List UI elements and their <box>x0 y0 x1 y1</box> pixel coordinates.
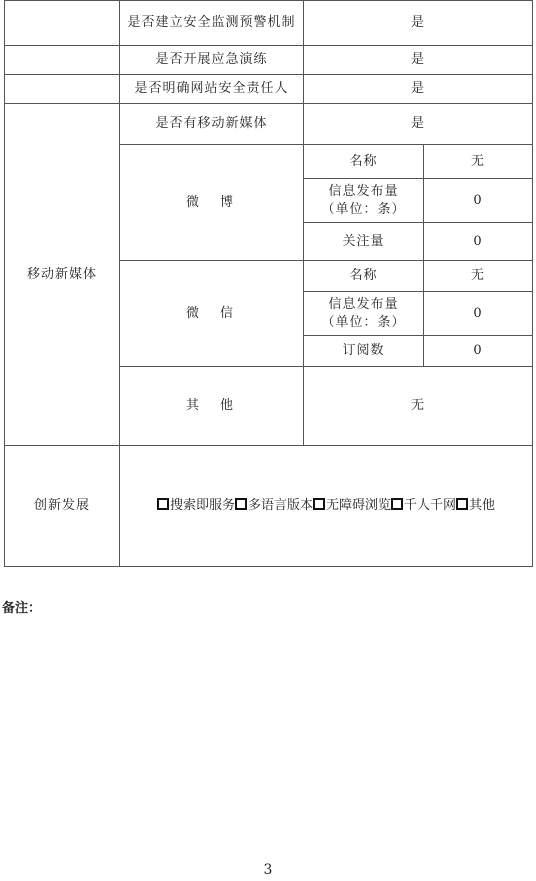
wechat-label: 微 信 <box>120 261 304 367</box>
checkbox-icon[interactable] <box>313 498 325 510</box>
security-label-cell <box>5 1 120 46</box>
innovation-option: 多语言版本 <box>235 498 313 513</box>
wechat-subscribers-value: 0 <box>424 336 533 367</box>
remarks-label: 备注： <box>2 601 42 616</box>
checkbox-icon[interactable] <box>235 498 247 510</box>
innovation-option: 无障碍浏览 <box>313 498 391 513</box>
wechat-posts-label-line2: （单位：条） <box>321 314 406 330</box>
innovation-label: 创新发展 <box>5 446 120 567</box>
wechat-name-label: 名称 <box>304 261 424 292</box>
security-label-cell-cont <box>5 75 120 104</box>
weibo-name-value: 无 <box>424 145 533 179</box>
weibo-posts-value: 0 <box>424 179 533 223</box>
early-warning-label: 是否建立安全监测预警机制 <box>120 1 304 46</box>
has-new-media-value: 是 <box>304 104 533 145</box>
security-label-cell-cont <box>5 46 120 75</box>
innovation-option: 千人千网 <box>391 498 456 513</box>
page-number: 3 <box>263 862 273 878</box>
has-new-media-label: 是否有移动新媒体 <box>120 104 304 145</box>
wechat-posts-value: 0 <box>424 292 533 336</box>
early-warning-value: 是 <box>304 1 533 46</box>
drill-value: 是 <box>304 46 533 75</box>
wechat-name-value: 无 <box>424 261 533 292</box>
other-label: 其 他 <box>120 367 304 446</box>
wechat-subscribers-label: 订阅数 <box>304 336 424 367</box>
new-media-section-label: 移动新媒体 <box>5 104 120 446</box>
checkbox-icon[interactable] <box>391 498 403 510</box>
wechat-posts-label <box>304 292 424 336</box>
weibo-followers-value: 0 <box>424 223 533 261</box>
innovation-options <box>120 446 533 567</box>
weibo-name-label: 名称 <box>304 145 424 179</box>
responsible-value: 是 <box>304 75 533 104</box>
wechat-posts-label-line1: 信息发布量 <box>328 296 399 312</box>
weibo-posts-label-line2: （单位：条） <box>321 201 406 217</box>
weibo-followers-label: 关注量 <box>304 223 424 261</box>
other-value: 无 <box>304 367 533 446</box>
checkbox-icon[interactable] <box>456 498 468 510</box>
responsible-label: 是否明确网站安全责任人 <box>120 75 304 104</box>
innovation-option: 搜索即服务 <box>157 498 235 513</box>
report-table <box>4 0 533 567</box>
weibo-posts-label-line1: 信息发布量 <box>328 183 399 199</box>
weibo-posts-label <box>304 179 424 223</box>
drill-label: 是否开展应急演练 <box>120 46 304 75</box>
weibo-label: 微 博 <box>120 145 304 261</box>
checkbox-icon[interactable] <box>157 498 169 510</box>
innovation-option: 其他 <box>456 498 495 513</box>
